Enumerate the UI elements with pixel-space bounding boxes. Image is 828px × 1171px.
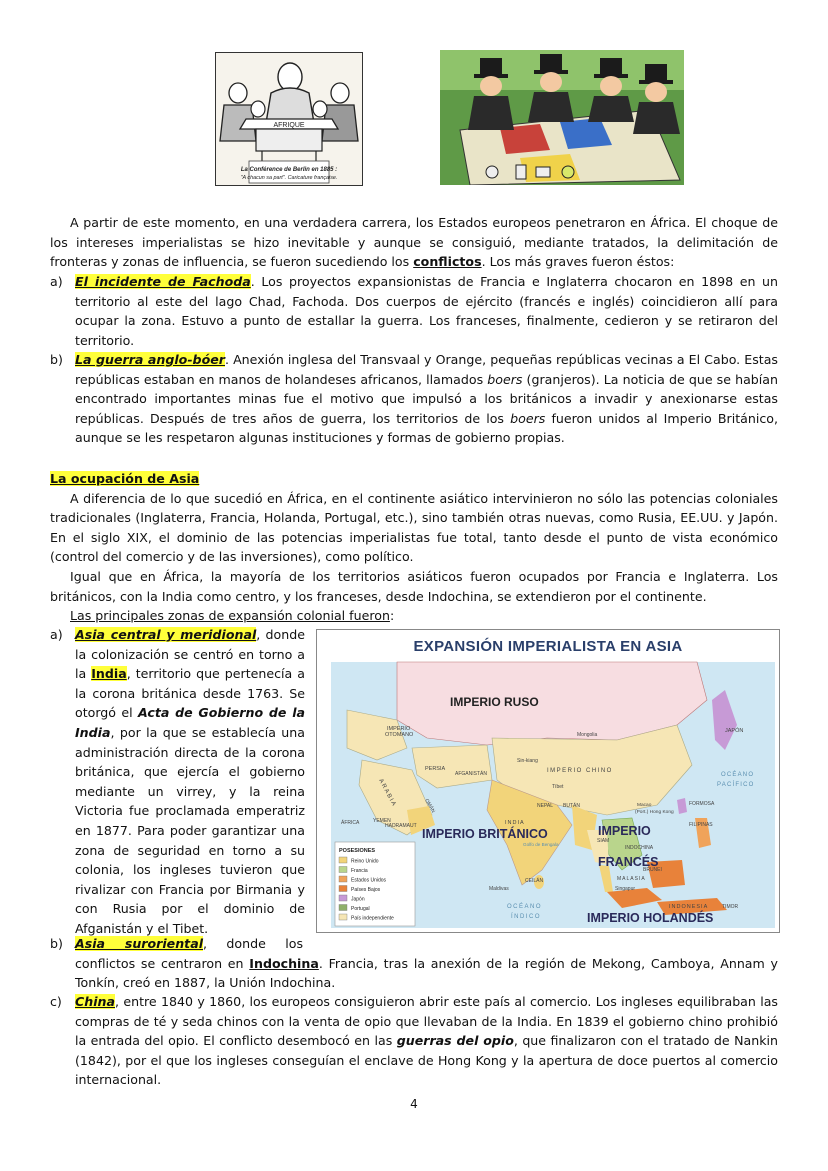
legend-swatch	[339, 895, 347, 901]
asia-central-title: Asia central y meridional	[75, 627, 257, 642]
label-oceano-indico-1: OCÉANO	[507, 904, 543, 910]
label-malasia: MALASIA	[617, 876, 646, 882]
legend-swatch	[339, 886, 347, 892]
list-item-asia-central	[50, 625, 305, 939]
intro-text-2: . Los más graves fueron éstos:	[481, 254, 675, 270]
list-label: a)	[50, 627, 63, 642]
label-yemen: YEMEN	[373, 818, 391, 824]
label-oceano-pacifico-1: OCÉANO	[721, 772, 755, 778]
label-afganistan: AFGANISTÁN	[455, 771, 487, 777]
asia-central-text-2: , territorio que pertenecía a la corona británica desde 1763. Se otorgó el	[75, 666, 305, 721]
legend-label: Reino Unido	[351, 858, 379, 865]
label-mongolia: Mongolia	[577, 732, 598, 738]
anglo-boer-title: La guerra anglo-bóer	[75, 352, 225, 367]
asia-central-text-1: , donde la colonización se centró en torno a la	[75, 627, 305, 682]
legend-label: Países Bajos	[351, 886, 381, 893]
label-imperio: IMPERIO	[598, 824, 651, 838]
legend-swatch	[339, 914, 347, 920]
legend-label: Portugal	[351, 905, 370, 912]
asia-suroriental-text-1: , donde los	[203, 936, 304, 951]
guerras-opio-term: guerras del opio	[396, 1033, 514, 1049]
label-sinkiang: Sin-kiang	[517, 758, 538, 764]
board-game-drawing	[440, 50, 684, 185]
label-formosa: FORMOSA	[689, 801, 715, 807]
legend-swatch	[339, 876, 347, 882]
label-brunei: BRUNEI	[643, 867, 662, 873]
list-item-fachoda	[50, 272, 778, 350]
list-label: c)	[50, 994, 62, 1009]
list-item-china	[50, 992, 778, 1090]
legend-label: País independiente	[351, 915, 394, 922]
india-term: India	[91, 666, 127, 682]
asia-central-text-3: , por la que se establecía una administración directa de la corona británica, que ejercía el gobierno mediante un virrey, y la reina Victoria fue proclamada emperatriz en 1877. Para poder garantizar una zona de seguridad en torno a su colonia, los ingleses tuvieron que rivalizar con Francia por Birmania y con Rusia por el dominio de Afganistán y el Tibet.	[75, 724, 305, 936]
label-nepal: NEPAL	[537, 803, 554, 809]
label-butan: BUTÁN	[563, 803, 580, 809]
label-timor: TIMOR	[722, 904, 739, 910]
map-title: EXPANSIÓN IMPERIALISTA EN ASIA	[413, 638, 683, 655]
label-otomano-2: OTOMANO	[385, 732, 414, 738]
boers-term: boers	[510, 410, 546, 426]
caricature-drawing	[216, 53, 362, 185]
label-oman: OMÁN	[423, 798, 436, 814]
label-hadramaut: HADRAMAUT	[385, 823, 417, 829]
label-oceano-pacifico-2: PACÍFICO	[717, 782, 755, 788]
indochina-term: Indochina	[249, 955, 319, 971]
anglo-boer-text-2: (granjeros). La noticia de que se habían encontrado importantes minas fue el motivo que impulsó a los británicos a invadir y anexionarse estas repúblicas. Después de tres años de guerra, los territorios de los	[75, 371, 778, 426]
list-label: b)	[50, 936, 63, 951]
zones-intro: Las principales zonas de expansión colonial fueron	[70, 608, 390, 624]
page-number: 4	[410, 1097, 418, 1111]
anglo-boer-text-1: . Anexión inglesa del Transvaal y Orange, pequeñas repúblicas vecinas a El Cabo. Estas repúblicas estaban en manos de holandeses africanos, llamados	[75, 352, 778, 387]
caricature-caption-2: "A chacun sa part". Caricature française.	[240, 175, 338, 181]
label-india: INDIA	[505, 820, 525, 826]
label-imperio-holandes: IMPERIO HOLANDÉS	[587, 911, 714, 925]
intro-text-1: A partir de este momento, en una verdadera carrera, los Estados europeos penetraron en África. El choque de los intereses imperialistas se hizo inevitable y aunque se consiguió, mediante tratados, la delimitación de fronteras y zonas de influencia, se fueron sucediendo los	[50, 215, 778, 270]
label-indonesia: INDONESIA	[669, 904, 709, 910]
conflictos-term: conflictos	[413, 254, 482, 270]
china-title: China	[75, 994, 115, 1009]
asia-imperialism-map	[316, 629, 780, 933]
acta-term: Acta de Gobierno de la India	[75, 705, 306, 740]
imperialism-board-game-image	[440, 50, 684, 185]
asia-section	[50, 469, 778, 626]
label-siam: SIAM	[597, 838, 610, 844]
label-imperio-britanico: IMPERIO BRITÁNICO	[422, 827, 548, 841]
asia-suroriental-title: Asia suroriental	[75, 936, 204, 951]
label-ceilan: CEILÁN	[525, 878, 544, 884]
anglo-boer-text-3: fueron unidos al Imperio Británico, aunque se les respetaron algunas instituciones y formas de gobierno propias.	[75, 410, 778, 446]
label-arabia: ARABIA	[377, 778, 398, 809]
label-golfo-bengala: Golfo de Bengala	[523, 842, 559, 847]
label-japon: JAPÓN	[725, 728, 744, 734]
china-text-2: , que finalizaron con el tratado de Nankin (1842), por el que los ingleses conseguían el enclave de Hong Kong y la apertura de doce puertos al comercio internacional.	[75, 1033, 778, 1088]
map-drawing	[317, 630, 779, 932]
legend-label: Francia	[351, 867, 368, 874]
list-label: b)	[50, 352, 63, 367]
label-maldivas: Maldivas	[489, 886, 509, 892]
legend-label: Estados Unidos	[351, 877, 387, 884]
fachoda-text: . Los proyectos expansionistas de Francia e Inglaterra chocaron en 1898 en un territorio al este del lago Chad, Fachoda. Dos cuerpos de ejército (francés e inglés) coincidieron allí para ocupar la zona. Estuvo a punto de estallar la guerra. Los franceses, finalmente, cedieron y se retiraron del territorio.	[75, 274, 778, 348]
label-persia: PERSIA	[425, 766, 446, 772]
label-macao: Macao	[637, 803, 652, 808]
legend-swatch	[339, 857, 347, 863]
legend-label: Japón	[351, 896, 365, 903]
label-africa: ÁFRICA	[341, 820, 360, 826]
label-imperio-chino: IMPERIO CHINO	[547, 768, 613, 774]
list-item-anglo-boer	[50, 350, 778, 448]
label-tibet: Tíbet	[552, 784, 564, 790]
fachoda-title: El incidente de Fachoda	[75, 274, 251, 289]
asia-paragraph-1: A diferencia de lo que sucedió en África, en el continente asiático intervinieron no sólo las potencias coloniales tradicionales (Inglaterra, Francia, Holanda, Portugal, etc.), sino también otras nuevas, como Rusia, EE.UU. y Japón. En el siglo XIX, el dominio de las potencias imperialistas fue total, tanto desde el punto de vista económico (control del comercio y de las inversiones), como político.	[50, 490, 778, 565]
asia-suroriental-text-3: . Francia, tras la anexión de la región de Mekong, Camboya, Annam y Tonkín, creó en 1887, la Unión Indochina.	[75, 955, 778, 991]
asia-suroriental-text-2: conflictos se centraron en	[75, 955, 250, 971]
label-imperio-ruso: IMPERIO RUSO	[450, 695, 539, 709]
caricature-caption-1: La Conférence de Berlin en 1885 :	[240, 167, 338, 173]
label-singapur: Singapur	[615, 886, 636, 892]
label-oceano-indico-2: ÍNDICO	[511, 914, 541, 920]
list-label: a)	[50, 274, 63, 289]
table-label: AFRIQUE	[273, 122, 305, 129]
zones-colon: :	[389, 608, 395, 624]
asia-heading: La ocupación de Asia	[50, 471, 200, 486]
label-frances: FRANCÉS	[598, 855, 659, 869]
legend-swatch	[339, 867, 347, 873]
intro-paragraph	[50, 213, 778, 272]
label-otomano-1: IMPERIO	[387, 726, 411, 732]
label-hong-kong: (Port.) Hong Kong	[635, 810, 674, 815]
label-filipinas: FILIPINAS	[689, 822, 713, 828]
list-item-asia-suroriental	[50, 934, 778, 993]
asia-paragraph-2: Igual que en África, la mayoría de los territorios asiáticos fueron ocupados por Francia e Inglaterra. Los británicos, con la India como centro, y los franceses, desde Indochina, se extendieron por el continente.	[50, 568, 778, 604]
boers-term: boers	[487, 371, 523, 387]
legend-swatch	[339, 905, 347, 911]
berlin-conference-caricature	[215, 52, 363, 186]
label-indochina: INDOCHINA	[625, 845, 654, 851]
legend-title: POSESIONES	[339, 848, 376, 854]
map-legend	[335, 842, 415, 926]
china-text-1: , entre 1840 y 1860, los europeos consiguieron abrir este país al comercio. Los ingleses equilibraban las compras de té y seda chinos con la venta de opio que llevaban de la India. En 1839 el gobierno chino prohibió la entrada del opio. El conflicto desembocó en las	[75, 994, 778, 1049]
